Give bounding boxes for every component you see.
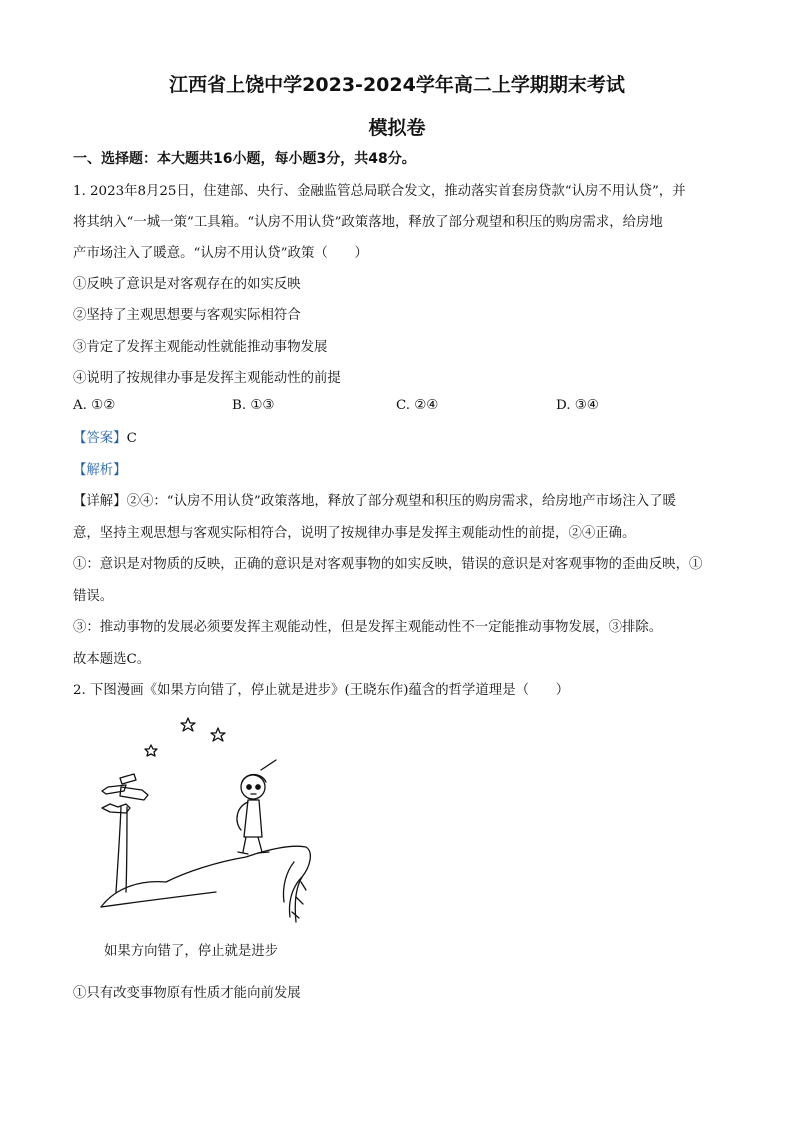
q1-conclusion: 故本题选C。 xyxy=(73,652,151,667)
section-heading: 一、选择题：本大题共16小题，每小题3分，共48分。 xyxy=(73,151,416,167)
detail-text-1: ②④：“认房不用认贷”政策落地，释放了部分观望和积压的购房需求，给房地产市场注入了暖 xyxy=(126,494,676,509)
q1-detail-line-2: 意，坚持主观思想与客观实际相符合，说明了按规律办事是发挥主观能动性的前提，②④正确。 xyxy=(73,526,636,541)
answer-value: C xyxy=(126,431,137,446)
q1-option-b: B. ①③ xyxy=(232,398,275,413)
q2-item-1: ①只有改变事物原有性质才能向前发展 xyxy=(73,986,301,1001)
q1-option-d: D. ③④ xyxy=(556,398,599,413)
analysis-tag: 【解析】 xyxy=(73,463,127,478)
q1-option-a: A. ①② xyxy=(73,398,116,413)
q1-stem-line-3: 产市场注入了暖意。“认房不用认贷”政策（ ） xyxy=(73,246,368,261)
star-icon xyxy=(145,745,157,756)
q1-item-4: ④说明了按规律办事是发挥主观能动性的前提 xyxy=(73,371,341,386)
q1-detail-line-4: 错误。 xyxy=(73,589,114,604)
q1-detail-line-1 xyxy=(73,492,676,512)
q2-stem: 2. 下图漫画《如果方向错了，停止就是进步》(王晓东作)蕴含的哲学道理是（ ） xyxy=(73,683,570,698)
q1-item-3: ③肯定了发挥主观能动性就能推动事物发展 xyxy=(73,340,328,355)
exam-subtitle: 模拟卷 xyxy=(368,117,426,139)
q1-item-1: ①反映了意识是对客观存在的如实反映 xyxy=(73,277,301,292)
star-icon xyxy=(181,718,195,731)
cartoon-caption: 如果方向错了，停止就是进步 xyxy=(104,944,279,959)
detail-tag: 【详解】 xyxy=(73,494,127,509)
q1-analysis-line xyxy=(73,461,127,481)
exam-title: 江西省上饶中学2023-2024学年高二上学期期末考试 xyxy=(169,74,625,96)
signpost xyxy=(116,807,127,892)
answer-tag: 【答案】 xyxy=(73,431,127,446)
q1-answer-line xyxy=(73,429,137,449)
person-body xyxy=(244,800,262,837)
q1-option-c: C. ②④ xyxy=(396,398,439,413)
cartoon-illustration xyxy=(96,712,322,927)
star-icon xyxy=(211,728,225,741)
q1-item-2: ②坚持了主观思想要与客观实际相符合 xyxy=(73,308,301,323)
q1-stem-line-1: 1. 2023年8月25日，住建部、央行、金融监管总局联合发文，推动落实首套房贷款“认房不用认贷”，并 xyxy=(73,184,686,199)
q1-detail-line-3: ①：意识是对物质的反映，正确的意识是对客观事物的如实反映，错误的意识是对客观事物的歪曲反映，① xyxy=(73,557,703,572)
q1-detail-line-5: ③：推动事物的发展必须要发挥主观能动性，但是发挥主观能动性不一定能推动事物发展，③排除。 xyxy=(73,620,663,635)
cliff xyxy=(101,846,310,922)
q1-stem-line-2: 将其纳入“一城一策”工具箱。“认房不用认贷”政策落地，释放了部分观望和积压的购房需求，给房地 xyxy=(73,215,663,230)
